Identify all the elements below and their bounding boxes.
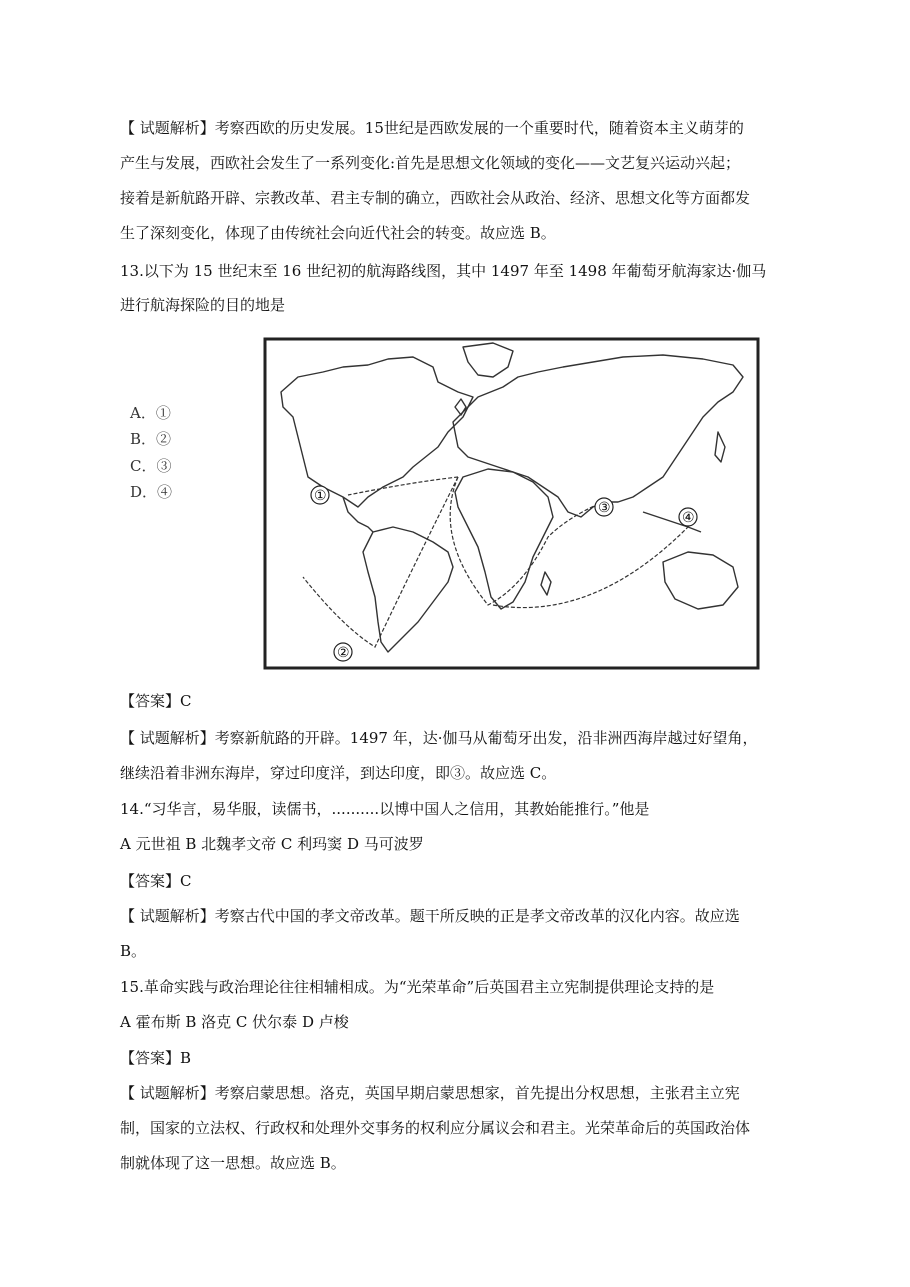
marker-2: ② (337, 645, 350, 661)
map-option-c: C．③ (130, 457, 172, 475)
para-line: 产生与发展，西欧社会发生了一系列变化:首先是思想文化领域的变化——文艺复兴运动兴起； (120, 154, 741, 172)
para-line: 生了深刻变化，体现了由传统社会向近代社会的转变。故应选 B。 (120, 224, 556, 242)
answer-13: 【答案】C (120, 692, 192, 710)
map-option-a: A．① (130, 404, 171, 422)
map-option-d: D．④ (130, 483, 173, 501)
question-14: 14.“习华言，易华服，读儒书，..........以博中国人之信用，其教始能推行。”他是 (120, 800, 650, 818)
para-line: 【 试题解析】考察西欧的历史发展。15世纪是西欧发展的一个重要时代，随着资本主义萌芽的 (120, 119, 744, 137)
para-line: 接着是新航路开辟、宗教改革、君主专制的确立，西欧社会从政治、经济、思想文化等方面都发 (120, 189, 751, 207)
explanation-14-line2: B。 (120, 942, 147, 960)
answer-15: 【答案】B (120, 1049, 192, 1067)
question-14-options: A 元世祖 B 北魏孝文帝 C 利玛窦 D 马可波罗 (120, 835, 424, 853)
map-frame (265, 339, 758, 668)
map-option-b: B．② (130, 430, 172, 448)
explanation-15-line3: 制就体现了这一思想。故应选 B。 (120, 1154, 346, 1172)
question-13-line2: 进行航海探险的目的地是 (120, 296, 286, 314)
voyage-route-map (263, 337, 760, 670)
explanation-13-line1: 【 试题解析】考察新航路的开辟。1497 年，达·伽马从葡萄牙出发，沿非洲西海岸越过好望角， (120, 729, 758, 747)
marker-4: ④ (682, 510, 695, 526)
world-map (263, 337, 760, 670)
explanation-15-line1: 【 试题解析】考察启蒙思想。洛克，英国早期启蒙思想家，首先提出分权思想，主张君主立宪 (120, 1084, 740, 1102)
question-15: 15.革命实践与政治理论往往相辅相成。为“光荣革命”后英国君主立宪制提供理论支持的是 (120, 978, 715, 996)
marker-3: ③ (598, 500, 611, 516)
answer-14: 【答案】C (120, 872, 192, 890)
explanation-13-line2: 继续沿着非洲东海岸，穿过印度洋，到达印度，即③。故应选 C。 (120, 764, 557, 782)
explanation-15-line2: 制，国家的立法权、行政权和处理外交事务的权利应分属议会和君主。光荣革命后的英国政治体 (120, 1119, 751, 1137)
marker-1: ① (314, 488, 327, 504)
question-15-options: A 霍布斯 B 洛克 C 伏尔泰 D 卢梭 (120, 1013, 349, 1031)
question-13-line1: 13.以下为 15 世纪末至 16 世纪初的航海路线图，其中 1497 年至 1498 年葡萄牙航海家达·伽马 (120, 262, 767, 280)
explanation-14-line1: 【 试题解析】考察古代中国的孝文帝改革。题干所反映的正是孝文帝改革的汉化内容。故应选 (120, 907, 740, 925)
